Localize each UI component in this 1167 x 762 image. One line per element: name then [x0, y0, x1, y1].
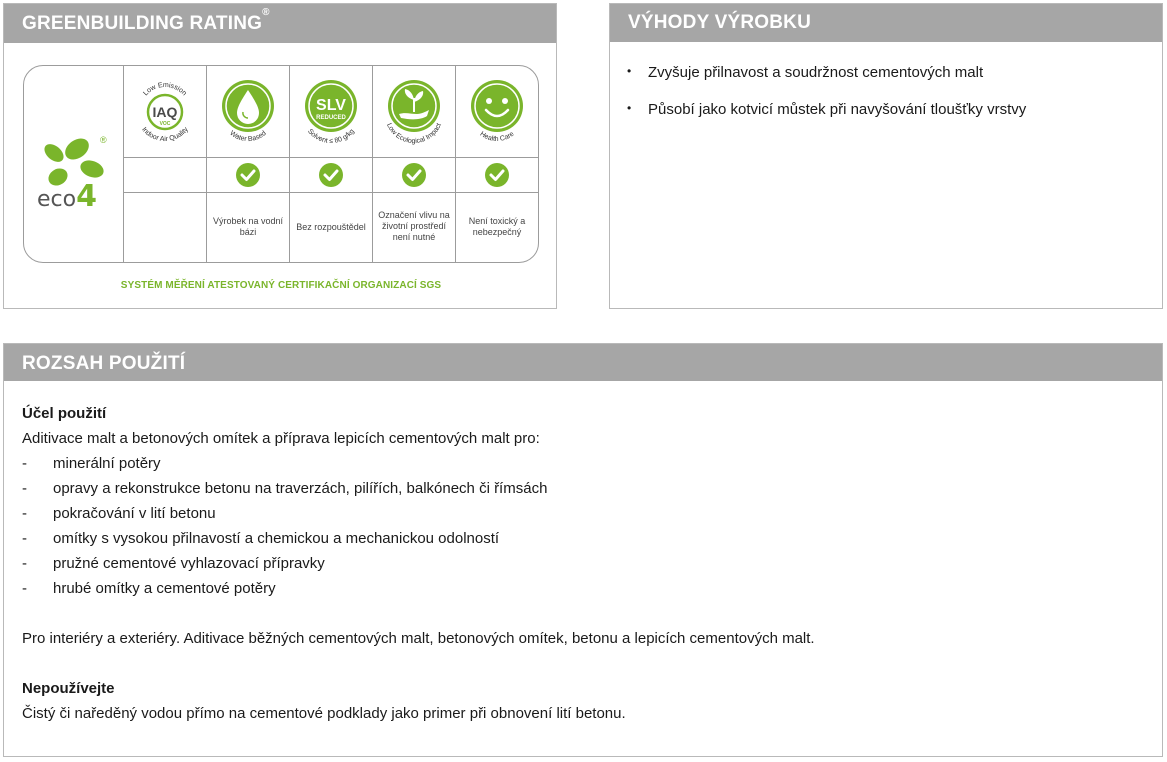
interior-note: Pro interiéry a exteriéry. Aditivace běžných cementových malt, betonových omítek, betonu a lepicích cementových malt. — [22, 630, 815, 647]
product-benefits-panel — [609, 3, 1163, 309]
slv-icon — [290, 68, 372, 156]
svg-text:Solvent ≤ 80 g/kg: Solvent ≤ 80 g/kg — [306, 127, 356, 146]
do-not-use-text: Čistý či naředěný vodou přímo na cementové podklady jako primer při obnovení lití betonu. — [22, 705, 626, 722]
list-item: • Zvyšuje přilnavost a soudržnost cementových malt — [627, 64, 1026, 81]
plant-hand-icon — [373, 68, 455, 156]
greenbuilding-rating-panel — [3, 3, 557, 309]
rating-card — [23, 65, 539, 263]
sgs-certification-note: SYSTÉM MĚŘENÍ ATESTOVANÝ CERTIFIKAČNÍ ORGANIZACÍ SGS — [120, 280, 442, 291]
check-icon — [373, 160, 455, 190]
list-item: - minerální potěry — [22, 455, 161, 472]
ecological-desc: Označení vlivu na životní prostředí není nutné — [378, 210, 450, 242]
iaq-icon — [124, 68, 206, 156]
solvent-desc: Bez rozpouštědel — [296, 222, 366, 232]
svg-text:Indoor Air Quality: Indoor Air Quality — [140, 126, 190, 144]
purpose-intro: Aditivace malt a betonových omítek a příprava lepicích cementových malt pro: — [22, 430, 540, 447]
greenbuilding-title: GREENBUILDING RATING® — [4, 4, 556, 43]
eco4-wordmark: eco4 — [37, 179, 97, 214]
do-not-use-heading: Nepoužívejte — [22, 680, 115, 697]
usage-content — [22, 401, 815, 726]
list-item: - omítky s vysokou přilnavostí a chemickou a mechanickou odolností — [22, 530, 500, 547]
svg-text:REDUCED: REDUCED — [316, 115, 346, 121]
svg-text:IAQ: IAQ — [152, 104, 178, 120]
check-icon — [290, 160, 372, 190]
purpose-heading: Účel použití — [22, 405, 107, 422]
water-drop-icon — [207, 68, 289, 156]
check-icon — [456, 160, 538, 190]
svg-text:Low Ecological Impact: Low Ecological Impact — [385, 122, 443, 146]
rating-grid — [123, 66, 539, 262]
check-icon — [207, 160, 289, 190]
list-item: - pokračování v lití betonu — [22, 505, 216, 522]
svg-text:SLV: SLV — [316, 97, 346, 114]
benefits-title: VÝHODY VÝROBKU — [610, 4, 1162, 42]
svg-text:Water Based: Water Based — [228, 129, 268, 144]
benefits-list — [627, 64, 1026, 138]
usage-title: ROZSAH POUŽITÍ — [4, 344, 1162, 381]
list-item: - hrubé omítky a cementové potěry — [22, 580, 276, 597]
list-item: • Působí jako kotvicí můstek při navyšování tloušťky vrstvy — [627, 101, 1026, 118]
svg-text:®: ® — [100, 135, 107, 145]
list-item: - pružné cementové vyhlazovací přípravky — [22, 555, 325, 572]
svg-text:VOC: VOC — [159, 121, 171, 127]
svg-text:Health Care: Health Care — [478, 130, 516, 144]
health-desc: Není toxický a nebezpečný — [468, 216, 526, 237]
smiley-icon — [456, 68, 538, 156]
water-based-desc: Výrobek na vodní bázi — [212, 216, 284, 237]
svg-text:Low Emission: Low Emission — [142, 81, 188, 98]
list-item: - opravy a rekonstrukce betonu na traverzách, pilířích, balkónech či římsách — [22, 480, 548, 497]
usage-scope-panel — [3, 343, 1163, 757]
